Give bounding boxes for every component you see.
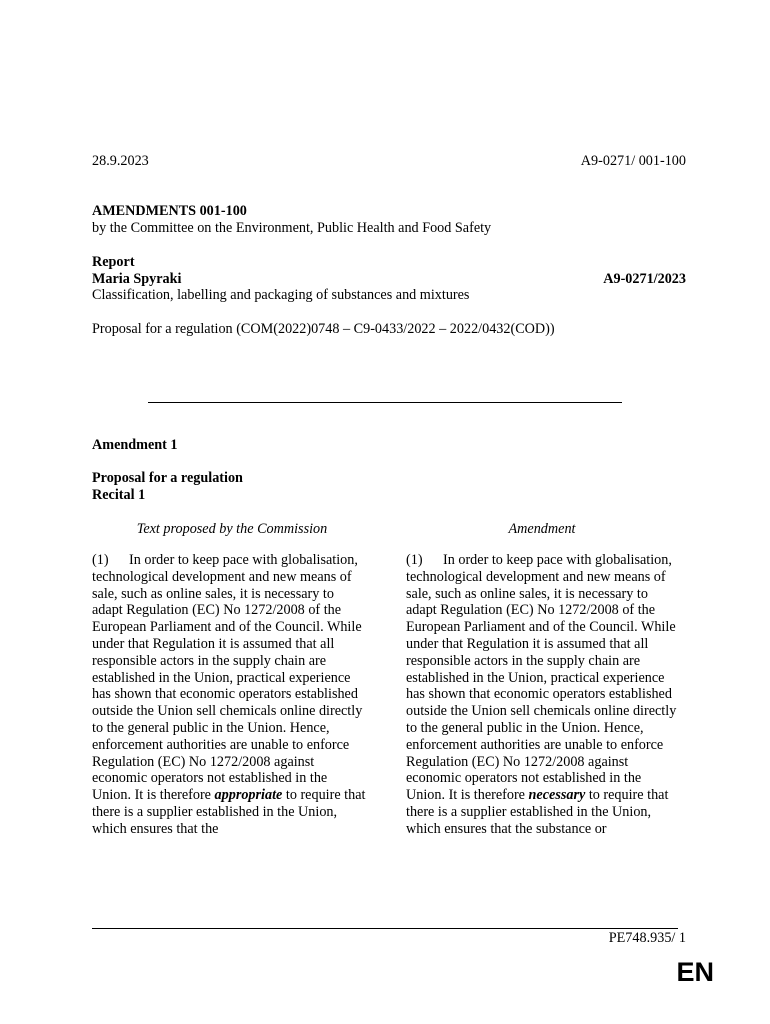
recital-body-start: In order to keep pace with globalisation, technological development and new means of sale, such as online sales, it is necessary to adapt Regulation (EC) No 1272/2008 of the European Parliament and of the Council. While under that Regulation it is assumed that all responsible actors in the supply chain are established in the Union, practical experience has shown that economic operators established outside the Union sell chemicals online directly to the general public in the Union. Hence, enforcement authorities are unable to enforce Regulation (EC) No 1272/2008 against economic operators not established in the Union. It is therefore	[92, 552, 363, 804]
language-code: EN	[676, 957, 714, 987]
proposal-label: Proposal for a regulation	[92, 470, 243, 486]
footer-rule	[92, 928, 678, 929]
recital-body-end: to require that there is a supplier established in the Union, which ensures that the substance or	[406, 787, 669, 837]
amendments-title: AMENDMENTS 001-100	[92, 203, 247, 219]
amended-recital-text	[406, 552, 681, 838]
recital-body-end: to require that there is a supplier established in the Union, which ensures that the	[92, 787, 366, 837]
section-divider	[148, 402, 622, 403]
report-label: Report	[92, 254, 135, 270]
commission-text-header: Text proposed by the Commission	[136, 521, 328, 537]
proposal-reference: Proposal for a regulation (COM(2022)0748 – C9-0433/2022 – 2022/0432(COD))	[92, 321, 555, 337]
recital-emphasis: appropriate	[214, 787, 283, 804]
recital-body-start: In order to keep pace with globalisation, technological development and new means of sale, such as online sales, it is necessary to adapt Regulation (EC) No 1272/2008 of the European Parliament and of the Council. While under that Regulation it is assumed that all responsible actors in the supply chain are established in the Union, practical experience has shown that economic operators established outside the Union sell chemicals online directly to the general public in the Union. Hence, enforcement authorities are unable to enforce Regulation (EC) No 1272/2008 against economic operators not established in the Union. It is therefore	[406, 552, 677, 804]
document-reference: A9-0271/ 001-100	[580, 153, 686, 169]
amendment-text-column	[406, 552, 681, 838]
commission-recital-text	[92, 552, 367, 838]
report-reference: A9-0271/2023	[603, 271, 686, 287]
recital-label: Recital 1	[92, 487, 146, 503]
document-date: 28.9.2023	[92, 153, 149, 169]
rapporteur-name: Maria Spyraki	[92, 271, 182, 287]
recital-number: (1)	[92, 552, 109, 568]
commission-text-column	[92, 552, 367, 838]
recital-emphasis: necessary	[528, 787, 586, 804]
committee-line: by the Committee on the Environment, Public Health and Food Safety	[92, 220, 492, 236]
amendment-text-header: Amendment	[508, 521, 576, 537]
report-subject: Classification, labelling and packaging of substances and mixtures	[92, 287, 470, 303]
amendment-heading: Amendment 1	[92, 437, 178, 453]
recital-number: (1)	[406, 552, 423, 568]
page-reference: PE748.935/ 1	[608, 930, 686, 946]
